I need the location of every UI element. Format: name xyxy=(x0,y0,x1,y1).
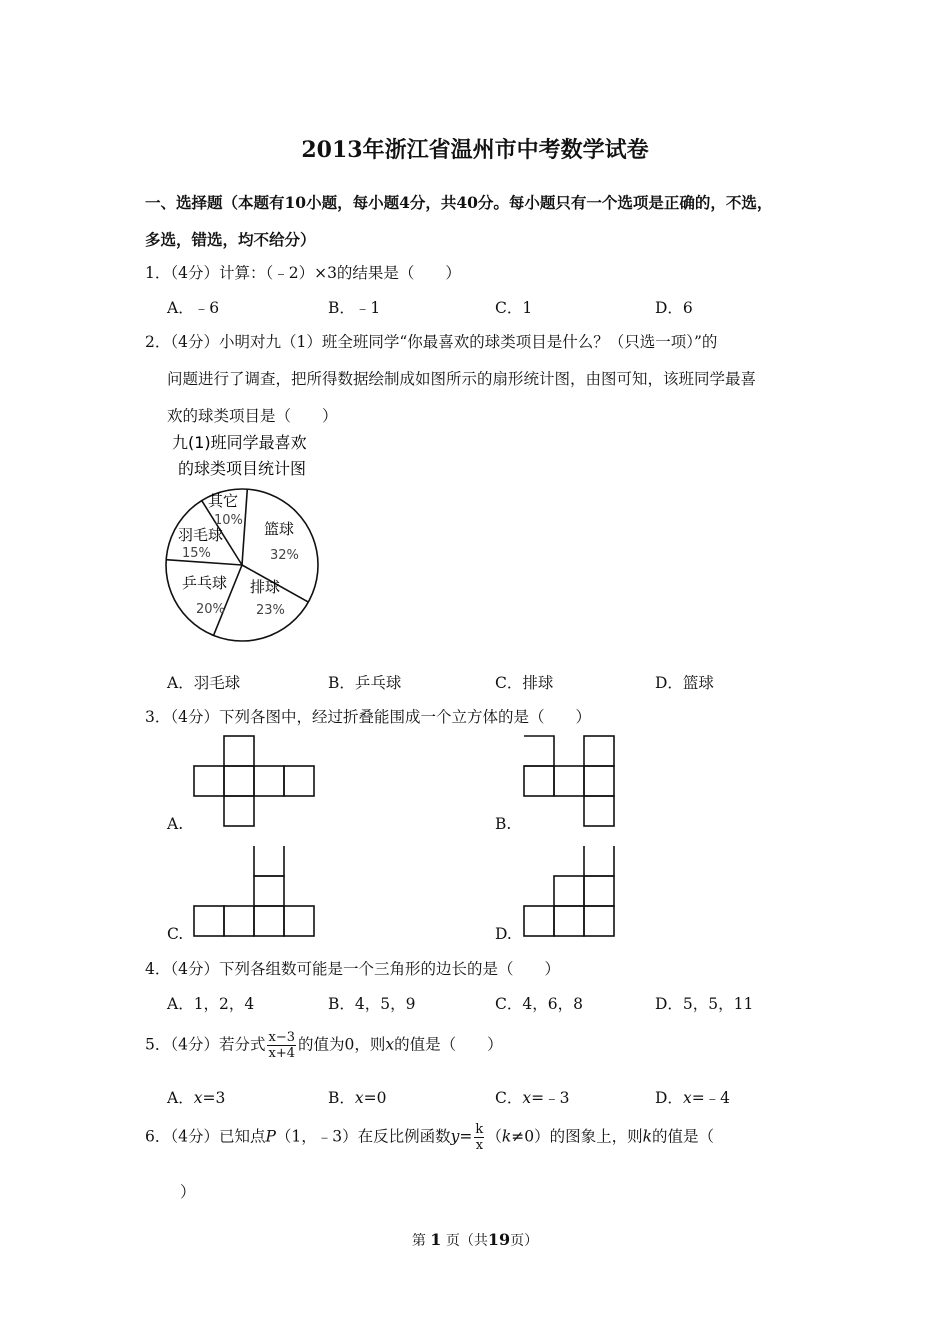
cube-net-d xyxy=(520,843,620,939)
pie-chart xyxy=(160,430,340,650)
q3-label-b: B. xyxy=(495,815,512,833)
q3-label-d: D. xyxy=(495,925,512,943)
section-header-line1: 一、选择题（本题有10小题，每小题4分，共40分。每小题只有一个选项是正确的，不选， xyxy=(145,193,773,212)
pie-label-badminton: 羽毛球 xyxy=(178,526,224,544)
q6-point: P xyxy=(265,1127,276,1146)
q4-option-a: A．1，2，4 xyxy=(167,995,255,1013)
q1-option-b: B．﹣1 xyxy=(328,299,381,317)
chart-title-line2: 的球类项目统计图 xyxy=(178,459,307,478)
q1-option-a: A．﹣6 xyxy=(167,299,220,317)
q4-stem: 4．（4分）下列各组数可能是一个三角形的边长的是（ ） xyxy=(145,960,560,978)
q5-prefix: 5．（4分）若分式 xyxy=(145,1035,266,1054)
pie-value-pingpong: 20% xyxy=(196,602,225,617)
q5-option-a: A．x=3 xyxy=(167,1089,226,1107)
q6-line2: ） xyxy=(180,1183,196,1201)
q2-line1: 2．（4分）小明对九（1）班全班同学“你最喜欢的球类项目是什么？（只选一项）”的 xyxy=(145,333,718,351)
pie-slices xyxy=(166,489,318,641)
page-total: 19 xyxy=(487,1230,511,1249)
pie-value-volleyball: 23% xyxy=(256,603,285,618)
cube-net-b xyxy=(520,733,620,829)
q5-fraction xyxy=(267,1030,296,1061)
q5-stem xyxy=(145,1030,503,1061)
q2-line3: 欢的球类项目是（ ） xyxy=(167,407,338,425)
cube-net-c xyxy=(190,843,320,939)
q2-option-d: D．篮球 xyxy=(655,674,714,692)
q5-suffix1: 的值为0，则 xyxy=(297,1035,386,1054)
pie-label-basketball: 篮球 xyxy=(264,520,295,538)
page-title: 2013年浙江省温州市中考数学试卷 xyxy=(301,137,649,163)
q4-option-b: B．4，5，9 xyxy=(328,995,416,1013)
q5-suffix2: 的值是（ ） xyxy=(394,1035,503,1054)
q4-option-c: C．4，6，8 xyxy=(495,995,583,1013)
q2-option-c: C．排球 xyxy=(495,674,554,692)
section-header-line2: 多选，错选，均不给分） xyxy=(145,230,316,249)
q5-numerator: x−3 xyxy=(268,1030,295,1045)
page-footer: 第 1 页（共19页） xyxy=(411,1230,539,1249)
q2-line2: 问题进行了调查，把所得数据绘制成如图所示的扇形统计图，由图可知，该班同学最喜 xyxy=(167,370,757,388)
pie-label-volleyball: 排球 xyxy=(250,578,281,596)
chart-title-line1: 九(1)班同学最喜欢 xyxy=(172,433,307,452)
q3-label-a: A. xyxy=(167,815,184,833)
q1-stem: 1．（4分）计算：（﹣2）×3的结果是（ ） xyxy=(145,264,461,282)
q3-stem: 3．（4分）下列各图中，经过折叠能围成一个立方体的是（ ） xyxy=(145,708,591,726)
q1-option-d: D．6 xyxy=(655,299,693,317)
q5-var: x xyxy=(385,1035,395,1054)
pie-value-badminton: 15% xyxy=(182,546,211,561)
q3-label-c: C. xyxy=(167,925,184,943)
q5-denominator: x+4 xyxy=(268,1046,295,1061)
q4-option-d: D．5，5，11 xyxy=(655,995,754,1013)
q2-option-b: B．乒乓球 xyxy=(328,674,402,692)
cube-net-a xyxy=(190,733,320,829)
page-number: 1 xyxy=(430,1230,442,1249)
pie-value-other: 10% xyxy=(214,513,243,528)
q5-option-d: D．x=﹣4 xyxy=(655,1089,731,1107)
pie-label-other: 其它 xyxy=(208,492,239,510)
q5-option-b: B．x=0 xyxy=(328,1089,387,1107)
q2-option-a: A．羽毛球 xyxy=(167,674,241,692)
q6-fraction: $\frac{k}{x}$ xyxy=(475,1122,484,1153)
pie-value-basketball: 32% xyxy=(270,548,299,563)
pie-label-pingpong: 乒乓球 xyxy=(182,574,228,592)
q6-stem: 6．（4分）已知点P（1，﹣3）在反比例函数y= $\frac{k}{x}$ （k≠0）的图象上，则k的值是（ xyxy=(145,1122,715,1153)
q1-option-c: C．1 xyxy=(495,299,533,317)
q5-option-c: C．x=﹣3 xyxy=(495,1089,570,1107)
